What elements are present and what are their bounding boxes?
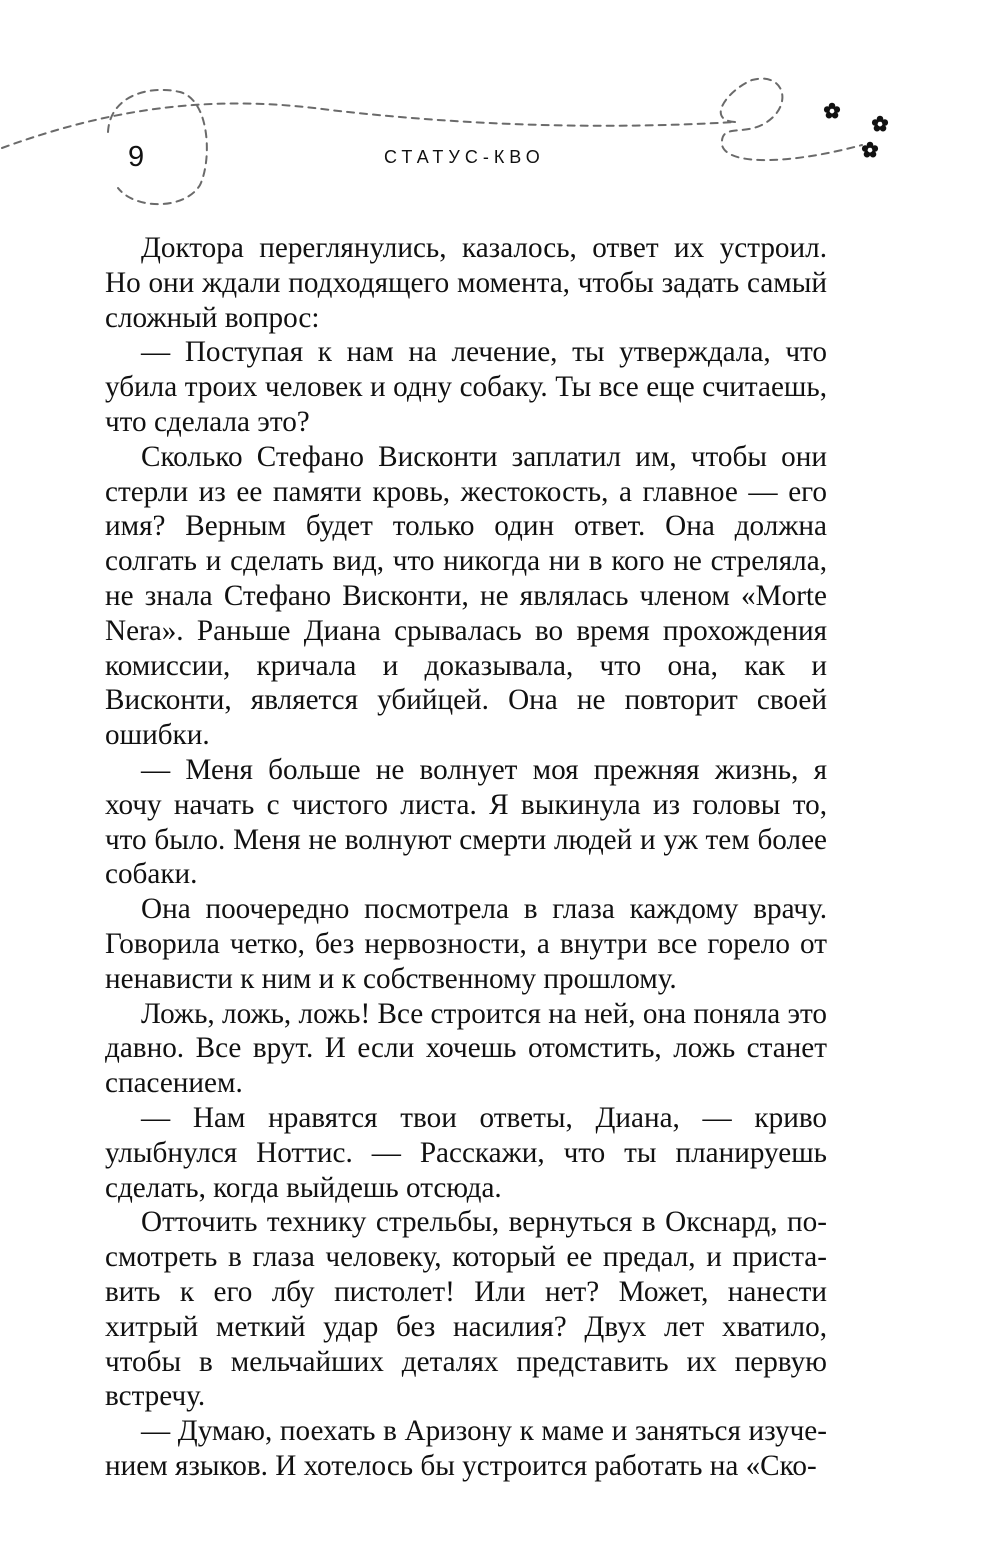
paragraph: — Думаю, поехать в Аризону к маме и заняться изучением языков. И хотелось бы устроится работать на «Ско- (105, 1415, 827, 1482)
body-text (105, 231, 827, 1484)
dashed-loop-line (721, 79, 862, 160)
page-number: 9 (128, 141, 145, 173)
flower-icon (872, 116, 888, 132)
flower-icon (824, 103, 840, 119)
paragraph: Ложь, ложь, ложь! Все строится на ней, она поняла это давно. Все врут. И если хочешь отомстить, ложь станет спасением. (105, 997, 827, 1100)
paragraph: — Поступая к нам на лечение, ты утверждала, что убила троих человек и одну собаку. Ты все еще считаешь, что сделала это? (105, 336, 827, 438)
flower-icon (862, 142, 878, 158)
paragraph: — Нам нравятся твои ответы, Диана, — криво улыбнулся Ноттис. — Расскажи, что ты планируешь сделать, когда выйдешь отсюда. (105, 1101, 827, 1204)
paragraph: Отточить технику стрельбы, вернуться в Окснард, посмотреть в глаза человеку, который ее предал, и приставить к его лбу пистолет! Или нет? Может, нанести хитрый меткий удар без насилия? Двух лет хватило, чтобы в мельчайших деталях представить их первую встречу. (105, 1206, 827, 1413)
running-title: СТАТУС-КВО (384, 147, 545, 167)
paragraph: Доктора переглянулись, казалось, ответ их устроил. Но они ждали подходящего момента, чтобы задать самый сложный вопрос: (105, 232, 827, 334)
dashed-swirl-line (2, 103, 735, 148)
paragraph: — Меня больше не волнует моя прежняя жизнь, я хочу начать с чистого листа. Я выкинула из головы то, что было. Меня не волнуют смерти людей и уж тем более собаки. (105, 753, 827, 891)
decorative-header-art (0, 0, 1000, 240)
paragraph: Сколько Стефано Висконти заплатил им, чтобы они стерли из ее памяти кровь, жестокость, а главное — его имя? Верным будет только один ответ. Она должна солгать и сделать вид, что никогда ни в кого не стреляла, не знала Стефано Висконти, не являлась членом «Morte Nera». Раньше Диана срывалась во время прохождения комиссии, кричала и доказывала, что она, как и Висконти, является убийцей. Она не повторит своей ошибки. (105, 440, 827, 752)
paragraph: Она поочередно посмотрела в глаза каждому врачу. Говорила четко, без нервозности, а внутри все горело от ненависти к ним и к собственному прошлому. (105, 893, 827, 995)
